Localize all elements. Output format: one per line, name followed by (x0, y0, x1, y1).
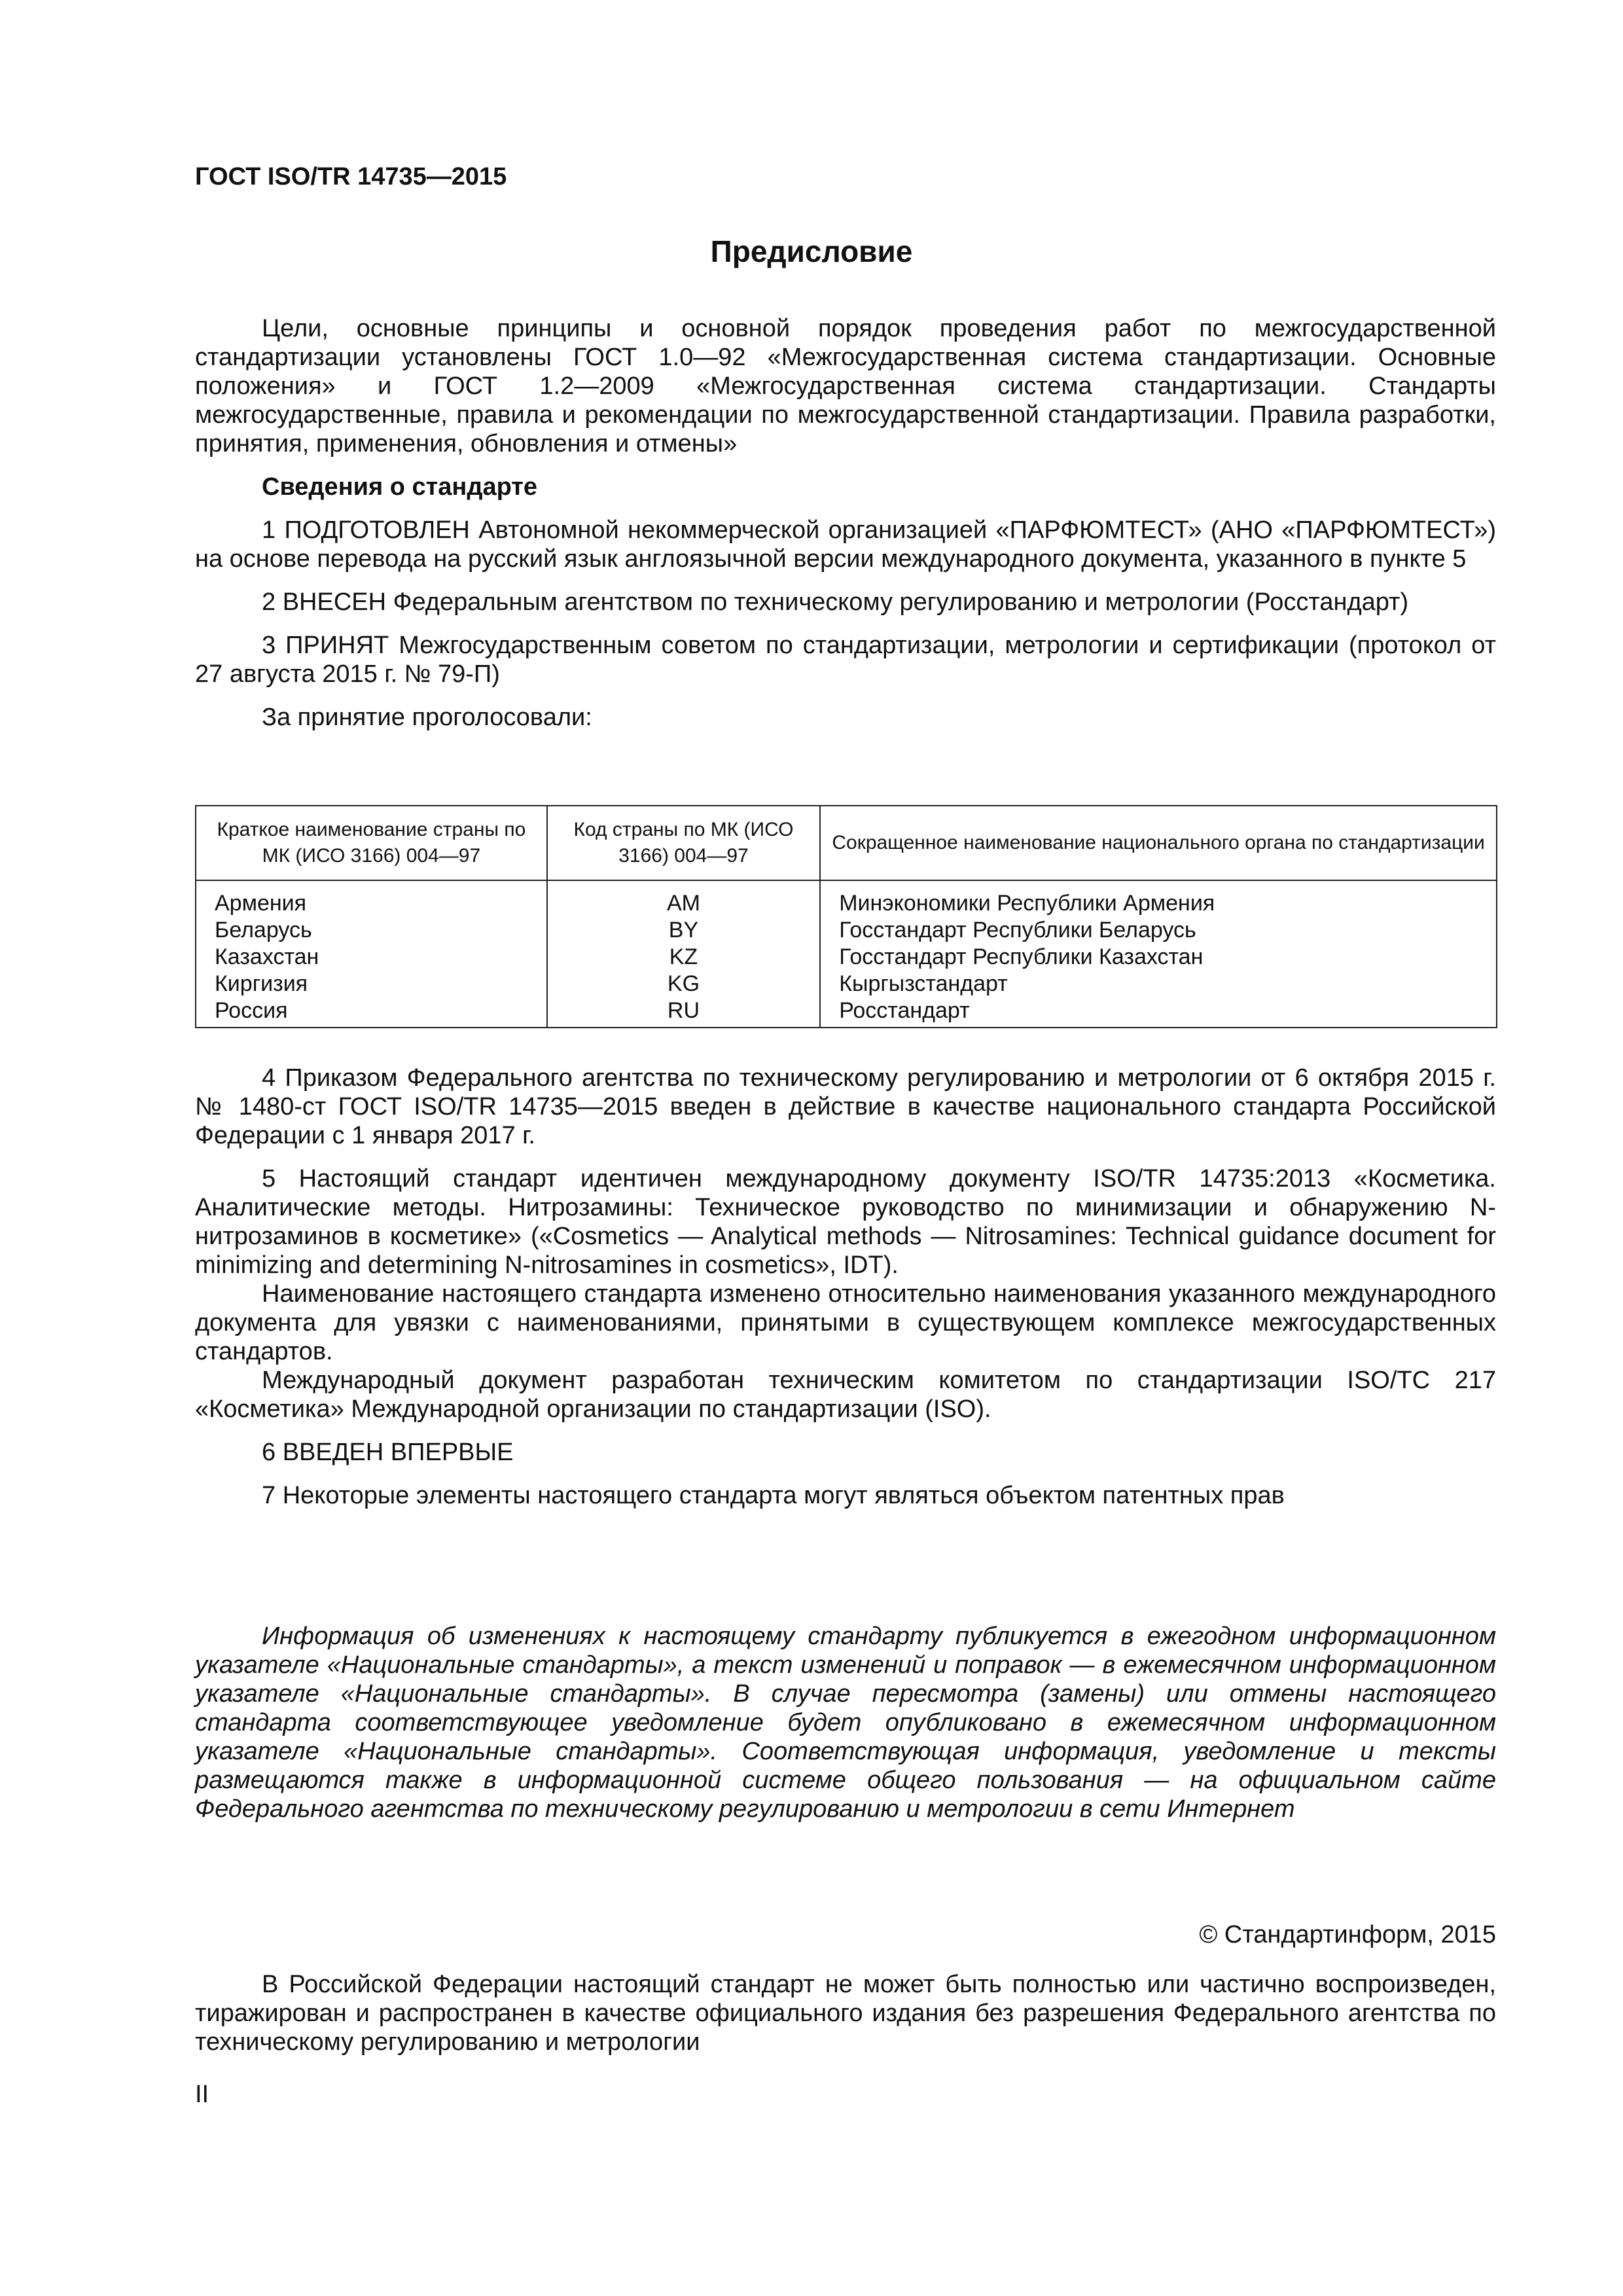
cell-body: Минэкономики Республики Армения (820, 880, 1497, 917)
cell-code: KZ (547, 944, 820, 971)
notice-block (195, 1622, 1496, 1823)
item-5: 5 Настоящий стандарт идентичен международному документу ISO/TR 14735:2013 «Косметика. Аналитические методы. Нитрозамины: Техническое руководство по минимизации и обнаружению N-нитрозаминов в косметике» («Cosmetics — Analytical methods — Nitrosamines: Technical guidance document for minimizing and determining N-nitrosamines in cosmetics», IDT). (195, 1165, 1496, 1279)
column-header-country: Краткое наименование страны по МК (ИСО 3166) 004—97 (196, 806, 547, 880)
cell-code: AM (547, 880, 820, 917)
cell-body: Росстандарт (820, 997, 1497, 1028)
column-header-code: Код страны по МК (ИСО 3166) 004—97 (547, 806, 820, 880)
reproduction-notice: В Российской Федерации настоящий стандарт не может быть полностью или частично воспроизведен, тиражирован и распространен в качестве официального издания без разрешения Федерального агентства по техническому регулированию и метрологии (195, 1971, 1496, 2056)
document-code: ГОСТ ISO/TR 14735—2015 (195, 163, 507, 190)
item-4: 4 Приказом Федерального агентства по техническому регулированию и метрологии от 6 октября 2015 г. № 1480-ст ГОСТ ISO/TR 14735—2015 введен в действие в качестве национального стандарта Российской Федерации с 1 января 2017 г. (195, 1064, 1496, 1149)
column-header-body: Сокращенное наименование национального органа по стандартизации (820, 806, 1497, 880)
cell-body: Госстандарт Республики Казахстан (820, 944, 1497, 971)
cell-country: Казахстан (196, 944, 547, 971)
item-7: 7 Некоторые элементы настоящего стандарта могут являться объектом патентных прав (262, 1482, 1285, 1509)
cell-country: Армения (196, 880, 547, 917)
cell-body: Госстандарт Республики Беларусь (820, 917, 1497, 944)
items-block (195, 1064, 1496, 1510)
item-3: 3 ПРИНЯТ Межгосударственным советом по стандартизации, метрологии и сертификации (протокол от 27 августа 2015 г. № 79-П) (195, 632, 1496, 688)
cell-code: RU (547, 997, 820, 1028)
table-row (196, 917, 1497, 944)
table-row (196, 944, 1497, 971)
info-heading: Сведения о стандарте (262, 473, 538, 501)
item-6: 6 ВВЕДЕН ВПЕРВЫЕ (262, 1439, 514, 1466)
cell-code: BY (547, 917, 820, 944)
reproduction-block (195, 1970, 1496, 2056)
cell-code: KG (547, 971, 820, 997)
page-title: Предисловие (710, 234, 913, 268)
voted-label: За принятие проголосовали: (262, 704, 592, 731)
item-2: 2 ВНЕСЕН Федеральным агентством по техническому регулированию и метрологии (Росстандарт) (262, 588, 1409, 616)
cell-body: Кыргызстандарт (820, 971, 1497, 997)
page-number: II (195, 2081, 209, 2108)
cell-country: Россия (196, 997, 547, 1028)
item-5-name-note: Наименование настоящего стандарта изменено относительно наименования указанного международного документа для увязки с наименованиями, принятыми в существующем комплексе межгосударственных стандартов. (195, 1280, 1496, 1365)
item-1: 1 ПОДГОТОВЛЕН Автономной некоммерческой организацией «ПАРФЮМТЕСТ» (АНО «ПАРФЮМТЕСТ») на основе перевода на русский язык англоязычной версии международного документа, указанного в пункте 5 (195, 516, 1496, 573)
table-row (196, 971, 1497, 997)
cell-country: Беларусь (196, 917, 547, 944)
intro-block (195, 314, 1496, 732)
voting-table (195, 805, 1497, 1028)
intro-paragraph: Цели, основные принципы и основной порядок проведения работ по межгосударственной стандартизации установлены ГОСТ 1.0—92 «Межгосударственная система стандартизации. Основные положения» и ГОСТ 1.2—2009 «Межгосударственная система стандартизации. Стандарты межгосударственные, правила и рекомендации по межгосударственной стандартизации. Правила разработки, принятия, применения, обновления и отмены» (195, 315, 1496, 457)
cell-country: Киргизия (196, 971, 547, 997)
item-5-committee: Международный документ разработан техническим комитетом по стандартизации ISO/TC 217 «Косметика» Международной организации по стандартизации (ISO). (195, 1367, 1496, 1423)
table-row (196, 880, 1497, 917)
copyright: © Стандартинформ, 2015 (1199, 1921, 1496, 1948)
amendments-notice: Информация об изменениях к настоящему стандарту публикуется в ежегодном информационном указателе «Национальные стандарты», а текст изменений и поправок — в ежемесячном информационном указателе «Национальные стандарты». В случае пересмотра (замены) или отмены настоящего стандарта соответствующее уведомление будет опубликовано в ежемесячном информационном указателе «Национальные стандарты». Соответствующая информация, уведомление и тексты размещаются также в информационной системе общего пользования — на официальном сайте Федерального агентства по техническому регулированию и метрологии в сети Интернет (195, 1623, 1496, 1823)
table-row (196, 997, 1497, 1028)
